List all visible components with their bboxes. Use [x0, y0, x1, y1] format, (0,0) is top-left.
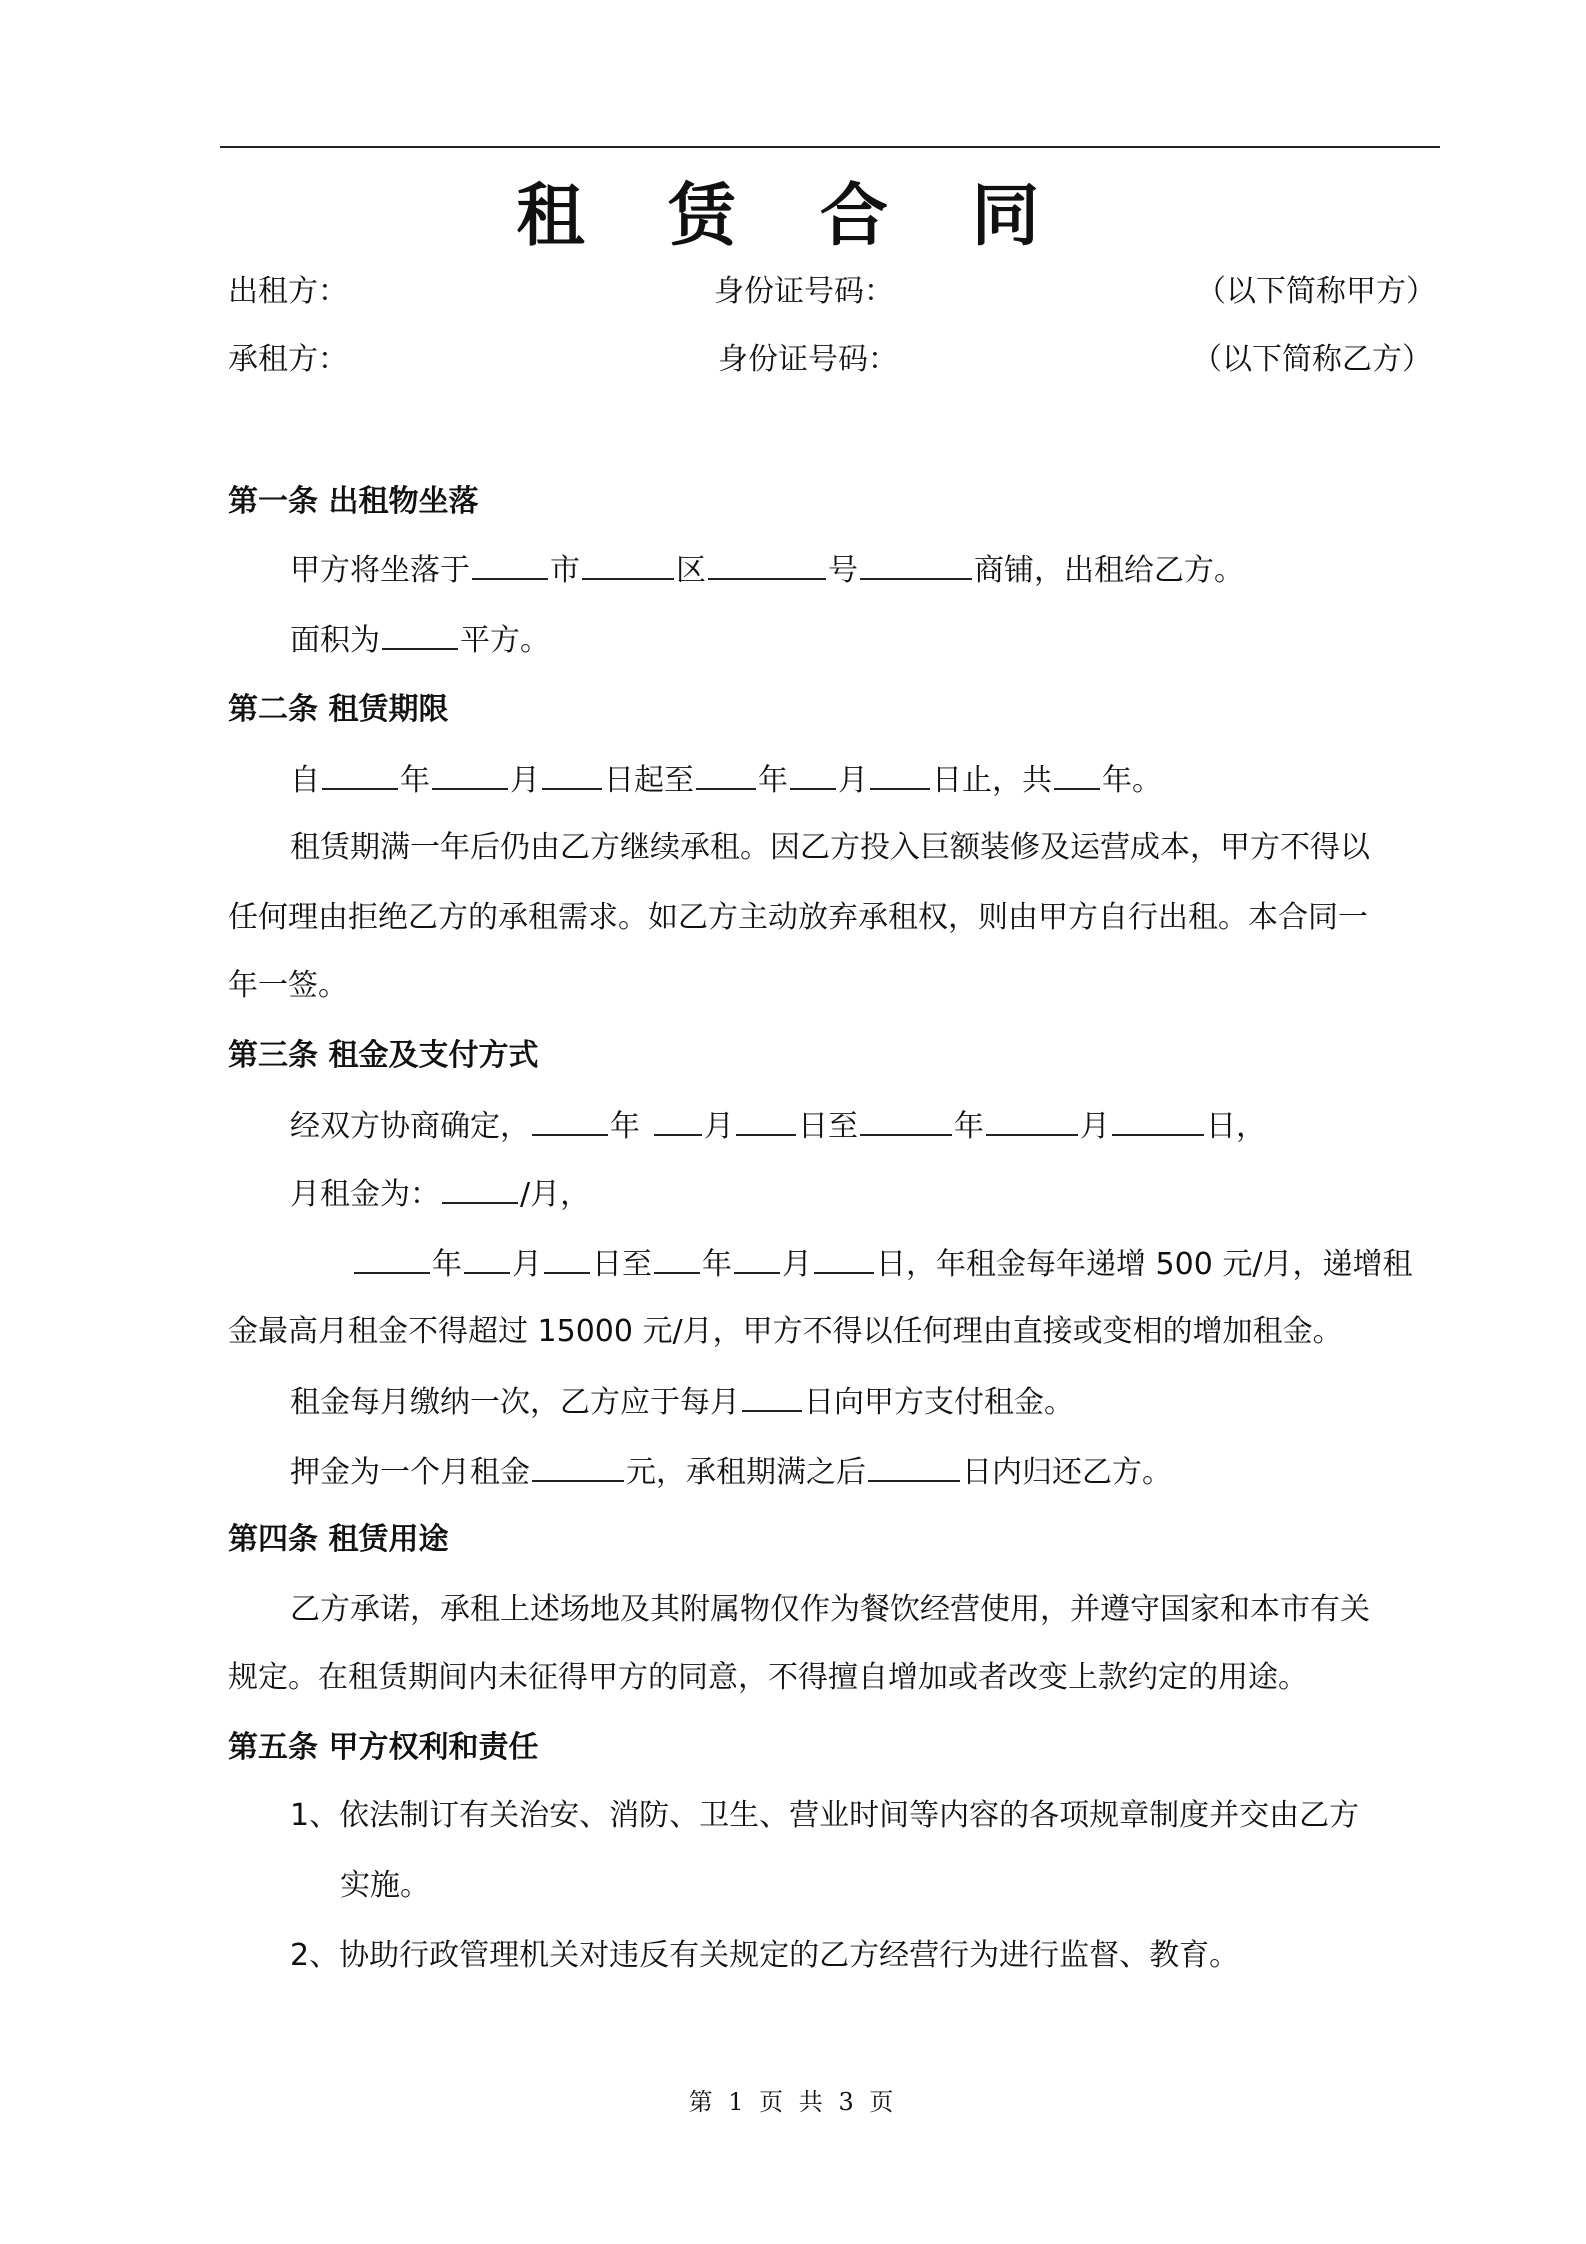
lessee-alias: （以下简称乙方）	[1192, 342, 1432, 377]
article3-deposit: 押金为一个月租金 元，承租期满之后 日内归还乙方。	[290, 1450, 1172, 1495]
article3-payment: 租金每月缴纳一次，乙方应于每月 日向甲方支付租金。	[290, 1380, 1074, 1425]
article3-increase-line1: 年 月 日至 年 月 日，年租金每年递增 500 元/月，递增租	[352, 1242, 1412, 1287]
article1-heading: 第一条 出租物坐落	[228, 484, 479, 519]
lessee-id-label: 身份证号码：	[718, 342, 898, 377]
article4-line2: 规定。在租赁期间内未征得甲方的同意，不得擅自增加或者改变上款约定的用途。	[228, 1660, 1308, 1695]
document-title: 租 赁 合 同	[516, 177, 1070, 256]
page-footer: 第 1 页 共 3 页	[688, 2088, 898, 2116]
article4-heading: 第四条 租赁用途	[228, 1522, 449, 1557]
lessor-label: 出租方：	[228, 274, 348, 309]
article5-heading: 第五条 甲方权利和责任	[228, 1730, 539, 1765]
lessee-label: 承租方：	[228, 342, 348, 377]
article2-term: 自 年 月 日起至 年 月 日止，共 年。	[290, 758, 1162, 803]
article4-line1: 乙方承诺，承租上述场地及其附属物仅作为餐饮经营使用，并遵守国家和本市有关	[290, 1592, 1370, 1627]
article5-item1-line1: 1、依法制订有关治安、消防、卫生、营业时间等内容的各项规章制度并交由乙方	[290, 1798, 1360, 1833]
article2-heading: 第二条 租赁期限	[228, 692, 449, 727]
article1-area: 面积为 平方。	[290, 618, 550, 663]
article3-period: 经双方协商确定， 年 月 日至 年 月 日，	[290, 1104, 1266, 1149]
article1-location: 甲方将坐落于 市 区 号 商铺，出租给乙方。	[290, 548, 1244, 593]
article3-increase-line2: 金最高月租金不得超过 15000 元/月，甲方不得以任何理由直接或变相的增加租金。	[228, 1314, 1343, 1349]
lessor-id-label: 身份证号码：	[714, 274, 894, 309]
article3-heading: 第三条 租金及支付方式	[228, 1038, 539, 1073]
article2-renewal-line3: 年一签。	[228, 968, 348, 1003]
article5-item2: 2、协助行政管理机关对违反有关规定的乙方经营行为进行监督、教育。	[290, 1938, 1240, 1973]
article5-item1-line2: 实施。	[340, 1868, 430, 1903]
article2-renewal-line1: 租赁期满一年后仍由乙方继续承租。因乙方投入巨额装修及运营成本，甲方不得以	[290, 830, 1370, 865]
top-rule	[220, 146, 1440, 148]
article2-renewal-line2: 任何理由拒绝乙方的承租需求。如乙方主动放弃承租权，则由甲方自行出租。本合同一	[228, 900, 1368, 935]
lessor-alias: （以下简称甲方）	[1196, 274, 1436, 309]
article3-monthly-rent: 月租金为： /月，	[290, 1172, 590, 1217]
